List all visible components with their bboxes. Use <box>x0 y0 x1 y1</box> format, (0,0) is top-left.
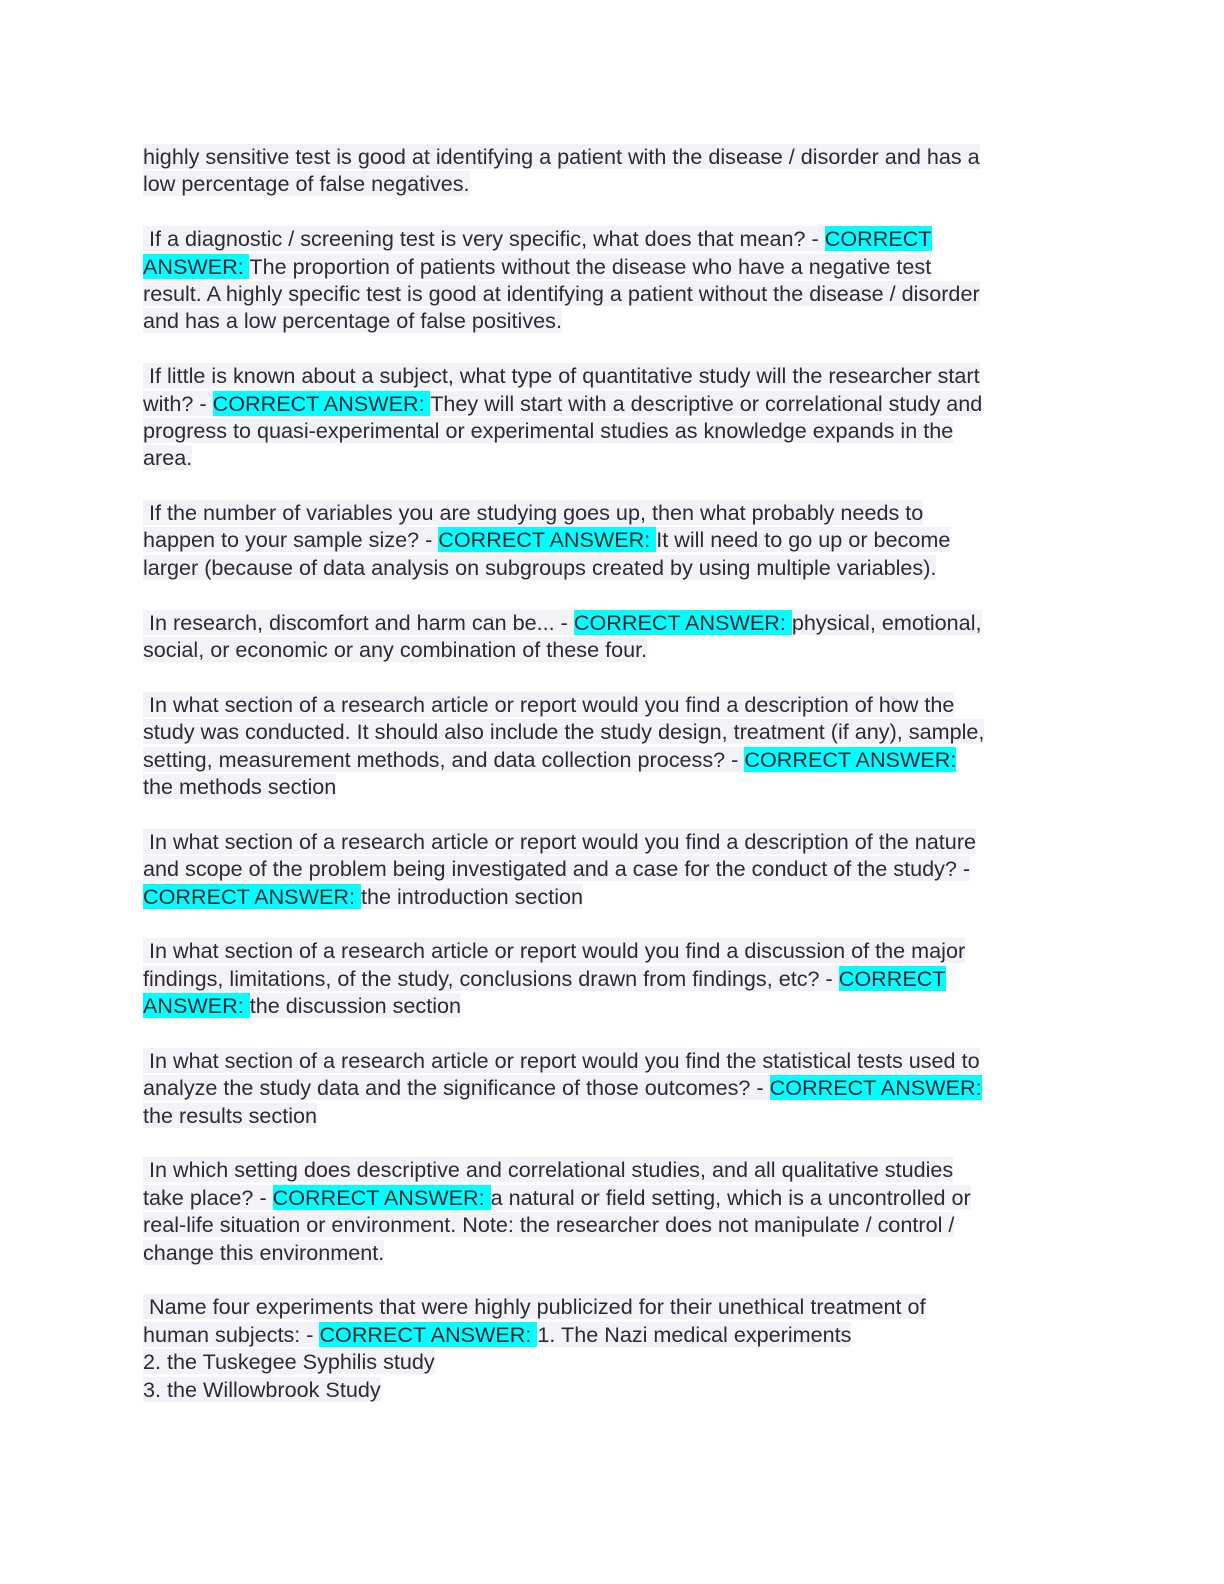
paragraph-gap <box>143 910 1078 937</box>
text-segment: highly sensitive test is good at identifying a patient with the disease / disorder and has a <box>143 144 980 169</box>
text-line <box>143 417 1078 444</box>
text-line <box>143 718 1078 745</box>
text-segment: 3. the Willowbrook Study <box>143 1376 381 1402</box>
text-line <box>143 883 1078 910</box>
text-line <box>143 1293 1078 1320</box>
text-segment: take place? - <box>143 1184 273 1210</box>
text-line <box>143 499 1078 526</box>
question-answer-paragraph <box>143 828 1078 910</box>
text-segment: the results section <box>143 1102 318 1128</box>
text-segment: real-life situation or environment. Note: the researcher does not manipulate / control / <box>143 1212 955 1238</box>
correct-answer-label: ANSWER: <box>143 993 250 1019</box>
text-line <box>143 1376 1078 1403</box>
text-line <box>143 1239 1078 1266</box>
correct-answer-label: CORRECT ANSWER: <box>744 746 957 772</box>
question-answer-paragraph <box>143 937 1078 1019</box>
text-segment: They will start with a descriptive or correlational study and <box>430 390 983 416</box>
text-segment: the discussion section <box>249 993 462 1019</box>
text-segment: the introduction section <box>360 883 584 909</box>
text-line <box>143 609 1078 636</box>
paragraph-gap <box>143 663 1078 690</box>
question-answer-paragraph <box>143 691 1078 801</box>
text-line <box>143 225 1078 252</box>
text-segment: If little is known about a subject, what type of quantitative study will the researcher start <box>143 363 980 389</box>
text-segment: analyze the study data and the significance of those outcomes? - <box>143 1075 770 1101</box>
correct-answer-label: ANSWER: <box>143 253 250 279</box>
text-line <box>143 1047 1078 1074</box>
text-line <box>143 746 1078 773</box>
text-segment: Name four experiments that were highly publicized for their unethical treatment of <box>143 1294 926 1320</box>
text-line <box>143 362 1078 389</box>
text-line <box>143 965 1078 992</box>
text-line <box>143 170 1078 197</box>
text-segment: If the number of variables you are studying goes up, then what probably needs to <box>143 500 924 526</box>
text-line <box>143 855 1078 882</box>
paragraph-gap <box>143 1266 1078 1293</box>
text-line <box>143 773 1078 800</box>
text-line <box>143 1184 1078 1211</box>
text-segment: In what section of a research article or report would you find the statistical tests used to <box>143 1047 980 1073</box>
text-segment: 2. the Tuskegee Syphilis study <box>143 1349 435 1375</box>
paragraph-gap <box>143 472 1078 499</box>
text-segment: In research, discomfort and harm can be... - <box>143 609 574 635</box>
correct-answer-label: CORRECT <box>838 965 946 991</box>
text-line <box>143 828 1078 855</box>
text-line <box>143 1321 1078 1348</box>
text-line <box>143 253 1078 280</box>
text-segment: and has a low percentage of false positives. <box>143 308 562 334</box>
question-answer-paragraph <box>143 225 1078 335</box>
text-segment: the methods section <box>143 773 337 799</box>
question-answer-paragraph <box>143 1047 1078 1129</box>
text-segment: area. <box>143 445 193 471</box>
paragraph-gap <box>143 198 1078 225</box>
text-line <box>143 691 1078 718</box>
text-segment: study was conducted. It should also include the study design, treatment (if any), sample, <box>143 719 985 745</box>
text-segment: and scope of the problem being investigated and a case for the conduct of the study? - <box>143 856 971 882</box>
text-segment: a natural or field setting, which is a uncontrolled or <box>490 1184 971 1210</box>
text-segment: It will need to go up or become <box>656 527 951 553</box>
text-segment: In which setting does descriptive and correlational studies, and all qualitative studies <box>143 1157 954 1183</box>
text-line <box>143 1348 1078 1375</box>
text-segment: with? - <box>143 390 213 416</box>
paragraph-gap <box>143 335 1078 362</box>
text-line <box>143 992 1078 1019</box>
question-answer-paragraph <box>143 609 1078 664</box>
correct-answer-label: CORRECT ANSWER: <box>573 609 792 635</box>
text-segment: happen to your sample size? - <box>143 527 439 553</box>
text-segment: If a diagnostic / screening test is very specific, what does that mean? - <box>143 226 825 252</box>
text-segment: findings, limitations, of the study, conclusions drawn from findings, etc? - <box>143 965 839 991</box>
paragraph-gap <box>143 581 1078 608</box>
text-segment: The proportion of patients without the disease who have a negative test <box>249 253 932 279</box>
question-answer-paragraph <box>143 1293 1078 1403</box>
text-segment: result. A highly specific test is good at identifying a patient without the disease / disorder <box>143 280 980 306</box>
paragraph-gap <box>143 1129 1078 1156</box>
text-segment: In what section of a research article or report would you find a discussion of the major <box>143 938 966 964</box>
text-line <box>143 1156 1078 1183</box>
text-line <box>143 1074 1078 1101</box>
correct-answer-label: CORRECT ANSWER: <box>143 883 361 909</box>
paragraph-gap <box>143 1020 1078 1047</box>
text-segment: physical, emotional, <box>791 609 982 635</box>
text-line <box>143 554 1078 581</box>
text-segment: social, or economic or any combination of these four. <box>143 637 648 663</box>
correct-answer-label: CORRECT <box>824 226 932 252</box>
text-line <box>143 526 1078 553</box>
question-answer-paragraph <box>143 1156 1078 1266</box>
text-segment: progress to quasi-experimental or experimental studies as knowledge expands in the <box>143 417 954 443</box>
correct-answer-label: CORRECT ANSWER: <box>272 1184 491 1210</box>
text-segment: 1. The Nazi medical experiments <box>537 1321 852 1347</box>
text-line <box>143 444 1078 471</box>
text-line <box>143 636 1078 663</box>
text-segment: setting, measurement methods, and data collection process? - <box>143 746 745 772</box>
text-segment: human subjects: - <box>143 1321 320 1347</box>
text-line <box>143 390 1078 417</box>
text-segment: low percentage of false negatives. <box>143 171 470 197</box>
correct-answer-label: CORRECT ANSWER: <box>438 527 657 553</box>
correct-answer-label: CORRECT ANSWER: <box>769 1075 982 1101</box>
correct-answer-label: CORRECT ANSWER: <box>319 1321 538 1347</box>
text-segment: In what section of a research article or report would you find a description of how the <box>143 691 955 717</box>
question-answer-paragraph <box>143 362 1078 472</box>
text-segment: larger (because of data analysis on subgroups created by using multiple variables). <box>143 554 937 580</box>
text-line <box>143 937 1078 964</box>
text-line <box>143 143 1078 170</box>
text-line <box>143 307 1078 334</box>
text-line <box>143 1211 1078 1238</box>
text-segment: change this environment. <box>143 1239 385 1265</box>
question-answer-paragraph <box>143 499 1078 581</box>
correct-answer-label: CORRECT ANSWER: <box>212 390 431 416</box>
text-line <box>143 280 1078 307</box>
paragraph-gap <box>143 800 1078 827</box>
text-line <box>143 1102 1078 1129</box>
document-page <box>143 143 1078 1403</box>
text-segment: In what section of a research article or report would you find a description of the nature <box>143 828 977 854</box>
continued-answer-paragraph <box>143 143 1078 198</box>
